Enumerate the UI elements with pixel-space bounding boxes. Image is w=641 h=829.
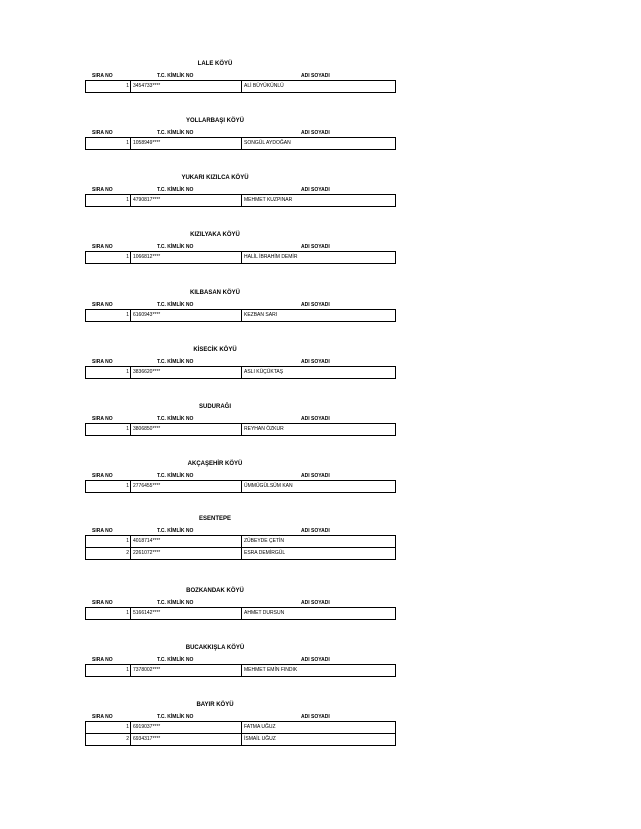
- cell-adi-soyadi: KEZBAN SARI: [244, 312, 278, 318]
- table-row: [86, 81, 395, 92]
- record-table: [85, 80, 396, 93]
- cell-sira-no: 1: [86, 81, 131, 92]
- column-headers: [85, 186, 396, 194]
- section-title: ESENTEPE: [198, 516, 231, 522]
- cell-tc-kimlik-no: 2776455****: [131, 481, 242, 492]
- table-row: [86, 481, 395, 492]
- cell-sira-no: 1: [86, 424, 131, 435]
- cell-sira-no: 1: [86, 722, 131, 733]
- header-sira-no: SIRA NO: [92, 714, 113, 720]
- cell-tc-kimlik-no: 6160943****: [131, 310, 242, 321]
- cell-tc-kimlik-no: 6934317****: [131, 734, 242, 745]
- header-sira-no: SIRA NO: [92, 657, 113, 663]
- header-tc-kimlik-no: T.C. KİMLİK NO: [157, 302, 194, 308]
- record-table: [85, 309, 396, 322]
- cell-tc-kimlik-no: 1058949****: [131, 138, 242, 149]
- section-title: LALE KÖYÜ: [197, 61, 233, 67]
- section-title: YOLLARBAŞI KÖYÜ: [185, 118, 244, 124]
- cell-adi-soyadi: SONGÜL AYDOĞAN: [244, 140, 291, 146]
- header-adi-soyadi: ADI SOYADI: [301, 473, 330, 479]
- header-sira-no: SIRA NO: [92, 600, 113, 606]
- cell-adi-soyadi: MEHMET KUZPINAR: [244, 197, 293, 203]
- cell-adi-soyadi: ÜMMÜGÜLSÜM KAN: [244, 483, 293, 489]
- record-table: [85, 664, 396, 677]
- cell-sira-no: 2: [86, 734, 131, 745]
- cell-sira-no: 1: [86, 665, 131, 676]
- header-adi-soyadi: ADI SOYADI: [301, 416, 330, 422]
- record-table: [85, 366, 396, 379]
- cell-adi-soyadi: FATMA UĞUZ: [244, 724, 276, 730]
- section-title: BAYIR KÖYÜ: [196, 702, 234, 708]
- record-table: [85, 480, 396, 493]
- section-title: KIZILYAKA KÖYÜ: [190, 232, 240, 238]
- header-sira-no: SIRA NO: [92, 528, 113, 534]
- cell-sira-no: 2: [86, 548, 131, 559]
- header-sira-no: SIRA NO: [92, 416, 113, 422]
- cell-adi-soyadi: ZÜBEYDE ÇETİN: [244, 538, 285, 544]
- header-adi-soyadi: ADI SOYADI: [301, 600, 330, 606]
- header-sira-no: SIRA NO: [92, 473, 113, 479]
- cell-sira-no: 1: [86, 138, 131, 149]
- cell-sira-no: 1: [86, 536, 131, 547]
- cell-adi-soyadi: ESRA DEMİRGÜL: [244, 550, 286, 556]
- table-row: [86, 195, 395, 206]
- column-headers: [85, 129, 396, 137]
- table-row: [86, 252, 395, 263]
- header-tc-kimlik-no: T.C. KİMLİK NO: [157, 244, 194, 250]
- header-tc-kimlik-no: T.C. KİMLİK NO: [157, 416, 194, 422]
- header-adi-soyadi: ADI SOYADI: [301, 244, 330, 250]
- section-title: AKÇAŞEHİR KÖYÜ: [187, 461, 243, 467]
- section-title: SUDURAĞI: [198, 404, 231, 410]
- table-row: [86, 665, 395, 676]
- table-row: [86, 424, 395, 435]
- record-table: [85, 535, 396, 560]
- section-title: KİSECİK KÖYÜ: [193, 347, 237, 353]
- header-tc-kimlik-no: T.C. KİMLİK NO: [157, 130, 194, 136]
- header-sira-no: SIRA NO: [92, 187, 113, 193]
- record-table: [85, 251, 396, 264]
- column-headers: [85, 713, 396, 721]
- table-row: [86, 536, 395, 547]
- cell-adi-soyadi: İSMAİL UĞUZ: [244, 736, 276, 742]
- record-table: [85, 194, 396, 207]
- section-title: BUCAKKIŞLA KÖYÜ: [185, 645, 245, 651]
- header-adi-soyadi: ADI SOYADI: [301, 657, 330, 663]
- cell-adi-soyadi: REYHAN ÖZKUR: [244, 426, 284, 432]
- column-headers: [85, 656, 396, 664]
- cell-tc-kimlik-no: 2261072****: [131, 548, 242, 559]
- record-table: [85, 721, 396, 746]
- cell-sira-no: 1: [86, 252, 131, 263]
- table-row: [86, 733, 395, 745]
- cell-adi-soyadi: MEHMET EMİN FINDIK: [244, 667, 298, 673]
- section-title: BOZKANDAK KÖYÜ: [186, 588, 244, 594]
- table-row: [86, 547, 395, 559]
- table-row: [86, 138, 395, 149]
- cell-adi-soyadi: AHMET DURSUN: [244, 610, 285, 616]
- table-row: [86, 722, 395, 733]
- header-tc-kimlik-no: T.C. KİMLİK NO: [157, 657, 194, 663]
- header-sira-no: SIRA NO: [92, 359, 113, 365]
- cell-tc-kimlik-no: 1066812****: [131, 252, 242, 263]
- header-sira-no: SIRA NO: [92, 73, 113, 79]
- cell-adi-soyadi: HALİL İBRAHİM DEMİR: [244, 254, 298, 260]
- table-row: [86, 608, 395, 619]
- header-adi-soyadi: ADI SOYADI: [301, 73, 330, 79]
- column-headers: [85, 72, 396, 80]
- section-title: KILBASAN KÖYÜ: [189, 290, 240, 296]
- header-adi-soyadi: ADI SOYADI: [301, 714, 330, 720]
- header-tc-kimlik-no: T.C. KİMLİK NO: [157, 187, 194, 193]
- column-headers: [85, 472, 396, 480]
- cell-tc-kimlik-no: 5166142****: [131, 608, 242, 619]
- column-headers: [85, 358, 396, 366]
- cell-tc-kimlik-no: 3454733****: [131, 81, 242, 92]
- cell-sira-no: 1: [86, 310, 131, 321]
- cell-sira-no: 1: [86, 608, 131, 619]
- column-headers: [85, 415, 396, 423]
- record-table: [85, 137, 396, 150]
- header-adi-soyadi: ADI SOYADI: [301, 302, 330, 308]
- header-tc-kimlik-no: T.C. KİMLİK NO: [157, 473, 194, 479]
- header-sira-no: SIRA NO: [92, 130, 113, 136]
- header-tc-kimlik-no: T.C. KİMLİK NO: [157, 600, 194, 606]
- cell-adi-soyadi: ALİ BÜYÜKÜNLÜ: [244, 83, 284, 89]
- table-row: [86, 310, 395, 321]
- header-tc-kimlik-no: T.C. KİMLİK NO: [157, 528, 194, 534]
- cell-sira-no: 1: [86, 481, 131, 492]
- header-adi-soyadi: ADI SOYADI: [301, 187, 330, 193]
- cell-sira-no: 1: [86, 367, 131, 378]
- header-adi-soyadi: ADI SOYADI: [301, 359, 330, 365]
- record-table: [85, 607, 396, 620]
- header-tc-kimlik-no: T.C. KİMLİK NO: [157, 73, 194, 79]
- header-sira-no: SIRA NO: [92, 302, 113, 308]
- cell-tc-kimlik-no: 3836620****: [131, 367, 242, 378]
- section-title: YUKARI KIZILCA KÖYÜ: [181, 175, 249, 181]
- header-tc-kimlik-no: T.C. KİMLİK NO: [157, 359, 194, 365]
- record-table: [85, 423, 396, 436]
- table-row: [86, 367, 395, 378]
- header-adi-soyadi: ADI SOYADI: [301, 528, 330, 534]
- column-headers: [85, 527, 396, 535]
- column-headers: [85, 599, 396, 607]
- cell-tc-kimlik-no: 4790817****: [131, 195, 242, 206]
- cell-tc-kimlik-no: 4018714****: [131, 536, 242, 547]
- cell-adi-soyadi: ASLI KÜÇÜKTAŞ: [244, 369, 284, 375]
- column-headers: [85, 243, 396, 251]
- cell-tc-kimlik-no: 7378002****: [131, 665, 242, 676]
- column-headers: [85, 301, 396, 309]
- header-sira-no: SIRA NO: [92, 244, 113, 250]
- header-adi-soyadi: ADI SOYADI: [301, 130, 330, 136]
- cell-sira-no: 1: [86, 195, 131, 206]
- cell-tc-kimlik-no: 6919037****: [131, 722, 242, 733]
- cell-tc-kimlik-no: 3806850****: [131, 424, 242, 435]
- header-tc-kimlik-no: T.C. KİMLİK NO: [157, 714, 194, 720]
